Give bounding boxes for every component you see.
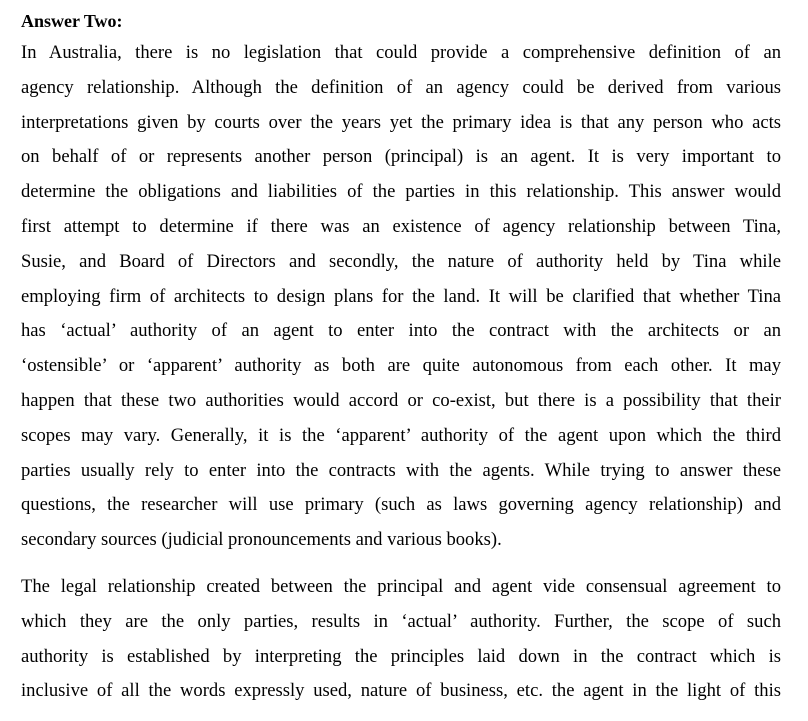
paragraph-line: inclusive of all the words expressly used, nature of business, etc. the agent in the light of this — [21, 680, 781, 702]
paragraph-line: secondary sources (judicial pronouncements and various books). — [21, 529, 502, 551]
paragraph-line: Susie, and Board of Directors and secondly, the nature of authority held by Tina while — [21, 250, 781, 272]
paragraph-line: ‘ostensible’ or ‘apparent’ authority as both are quite autonomous from each other. It may — [21, 355, 781, 377]
paragraph-line: which they are the only parties, results in ‘actual’ authority. Further, the scope of such — [21, 610, 781, 632]
paragraph-line: determine the obligations and liabilities of the parties in this relationship. This answer would — [21, 181, 781, 203]
paragraph-line: The legal relationship created between the principal and agent vide consensual agreement to — [21, 575, 781, 597]
paragraph-line: on behalf of or represents another person (principal) is an agent. It is very important to — [21, 146, 781, 168]
paragraph-line: has ‘actual’ authority of an agent to enter into the contract with the architects or an — [21, 320, 781, 342]
paragraph-2 — [21, 570, 781, 709]
paragraph-line: questions, the researcher will use primary (such as laws governing agency relationship) and — [21, 494, 781, 516]
paragraph-line: In Australia, there is no legislation that could provide a comprehensive definition of an — [21, 42, 781, 63]
answer-heading: Answer Two: — [21, 11, 123, 31]
paragraph-line: happen that these two authorities would accord or co-exist, but there is a possibility that their — [21, 389, 781, 411]
document-page — [21, 8, 781, 709]
paragraph-line: interpretations given by courts over the years yet the primary idea is that any person who acts — [21, 111, 781, 133]
paragraph-line: authority is established by interpreting the principles laid down in the contract which is — [21, 645, 781, 667]
paragraph-line: parties usually rely to enter into the contracts with the agents. While trying to answer these — [21, 459, 781, 481]
paragraph-line: agency relationship. Although the definition of an agency could be derived from various — [21, 76, 781, 98]
paragraph-line: employing firm of architects to design plans for the land. It will be clarified that whether Tina — [21, 285, 781, 307]
paragraph-1 — [21, 36, 781, 558]
paragraph-line: first attempt to determine if there was an existence of agency relationship between Tina, — [21, 215, 781, 237]
paragraph-line: scopes may vary. Generally, it is the ‘apparent’ authority of the agent upon which the third — [21, 424, 781, 446]
